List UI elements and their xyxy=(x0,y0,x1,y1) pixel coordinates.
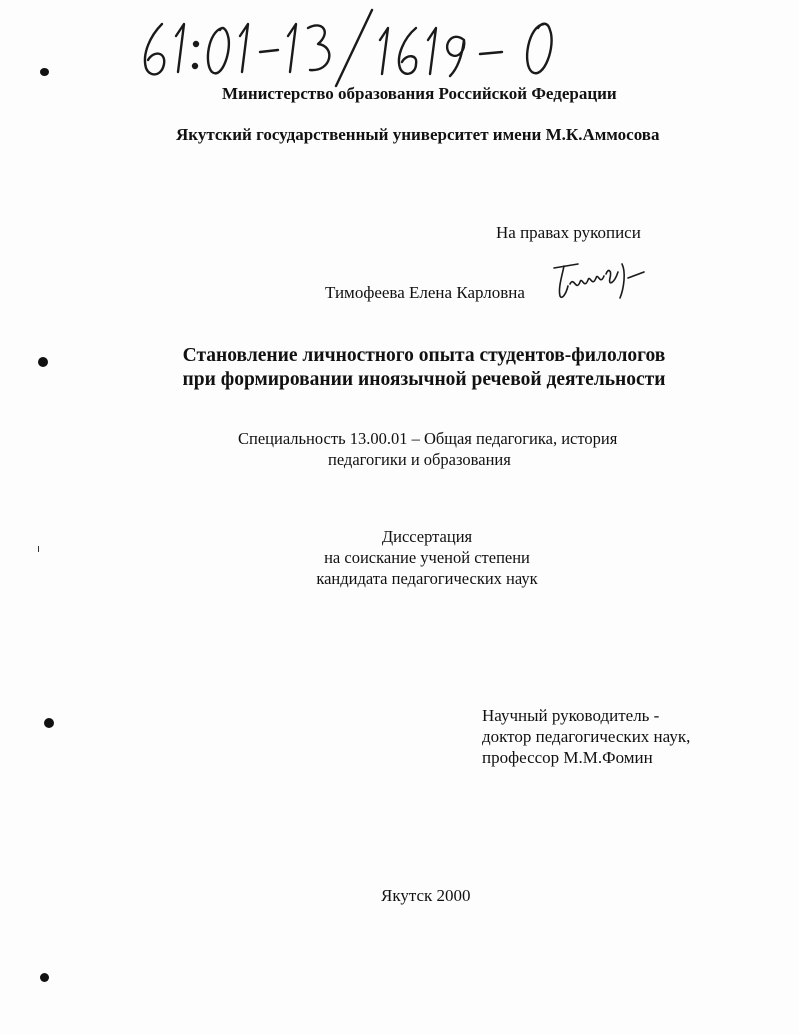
specialty-line-1: Специальность 13.00.01 – Общая педагогика, история xyxy=(238,429,618,448)
degree-line: на соискание ученой степени xyxy=(324,548,530,567)
author-signature xyxy=(548,258,648,304)
dissertation-title-line-2: при формировании иноязычной речевой деятельности xyxy=(182,369,666,390)
supervisor-label: Научный руководитель - xyxy=(482,706,660,725)
ministry-heading: Министерство образования Российской Федерации xyxy=(222,84,617,103)
dissertation-title-line-1: Становление личностного опыта студентов-филологов xyxy=(182,345,666,366)
dissertation-label: Диссертация xyxy=(381,527,473,546)
manuscript-rights-note: На правах рукописи xyxy=(496,223,641,242)
author-name: Тимофеева Елена Карловна xyxy=(325,283,525,302)
supervisor-name: профессор М.М.Фомин xyxy=(482,748,653,767)
margin-mark xyxy=(40,973,49,982)
handwritten-archive-code xyxy=(132,6,582,88)
supervisor-degree: доктор педагогических наук, xyxy=(482,727,691,746)
margin-mark xyxy=(44,718,54,728)
margin-mark xyxy=(40,68,49,76)
university-heading: Якутский государственный университет имени М.К.Аммосова xyxy=(176,125,660,144)
specialty-line-2: педагогики и образования xyxy=(328,450,511,469)
city-year: Якутск 2000 xyxy=(381,886,471,905)
degree-field-line: кандидата педагогических наук xyxy=(316,569,538,588)
